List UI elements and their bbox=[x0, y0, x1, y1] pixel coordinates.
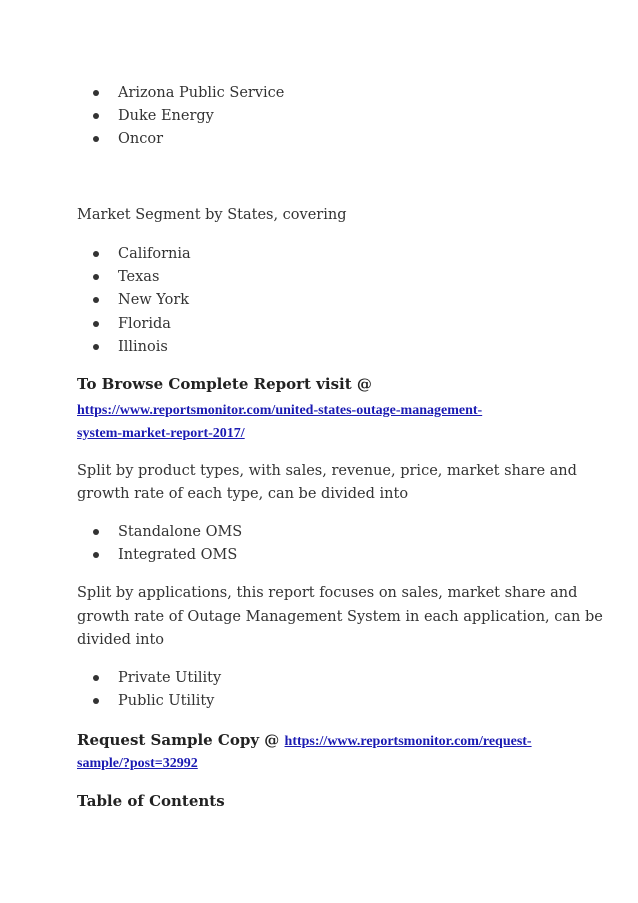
company-item: Duke Energy bbox=[118, 108, 214, 124]
browse-link-line-2[interactable] bbox=[77, 423, 245, 444]
browse-report-link[interactable]: system-market-report-2017/ bbox=[77, 426, 245, 441]
browse-heading: To Browse Complete Report visit @ bbox=[77, 375, 372, 393]
state-item: New York bbox=[118, 292, 190, 308]
bullet-icon bbox=[93, 344, 99, 350]
company-item: Arizona Public Service bbox=[118, 85, 285, 101]
applications-intro: Split by applications, this report focuses on sales, market share and bbox=[77, 585, 578, 601]
applications-intro: divided into bbox=[77, 632, 165, 648]
bullet-icon bbox=[93, 529, 99, 535]
product-type-item: Integrated OMS bbox=[118, 547, 238, 563]
bullet-icon bbox=[93, 552, 99, 558]
states-intro: Market Segment by States, covering bbox=[77, 207, 347, 223]
product-types-intro: growth rate of each type, can be divided into bbox=[77, 486, 409, 502]
bullet-icon bbox=[93, 251, 99, 257]
application-item: Public Utility bbox=[118, 693, 215, 709]
application-item: Private Utility bbox=[118, 670, 222, 686]
state-item: Florida bbox=[118, 316, 171, 332]
product-type-item: Standalone OMS bbox=[118, 524, 243, 540]
state-item: Texas bbox=[118, 269, 160, 285]
sample-link[interactable]: https://www.reportsmonitor.com/request- bbox=[284, 734, 532, 749]
applications-intro: growth rate of Outage Management System in each application, can be bbox=[77, 609, 603, 625]
state-item: California bbox=[118, 246, 191, 262]
bullet-icon bbox=[93, 297, 99, 303]
bullet-icon bbox=[93, 90, 99, 96]
bullet-icon bbox=[93, 274, 99, 280]
bullet-icon bbox=[93, 698, 99, 704]
state-item: Illinois bbox=[118, 339, 168, 355]
sample-link-line-2[interactable] bbox=[77, 753, 198, 774]
company-item: Oncor bbox=[118, 131, 164, 147]
product-types-intro: Split by product types, with sales, revenue, price, market share and bbox=[77, 463, 577, 479]
browse-report-link[interactable]: https://www.reportsmonitor.com/united-states-outage-management- bbox=[77, 403, 483, 418]
sample-heading bbox=[77, 730, 532, 752]
bullet-icon bbox=[93, 136, 99, 142]
toc-heading: Table of Contents bbox=[77, 792, 225, 810]
sample-link[interactable]: sample/?post=32992 bbox=[77, 756, 198, 771]
sample-label: Request Sample Copy @ bbox=[77, 731, 280, 749]
browse-link-line-1[interactable] bbox=[77, 400, 482, 421]
bullet-icon bbox=[93, 675, 99, 681]
bullet-icon bbox=[93, 321, 99, 327]
bullet-icon bbox=[93, 113, 99, 119]
